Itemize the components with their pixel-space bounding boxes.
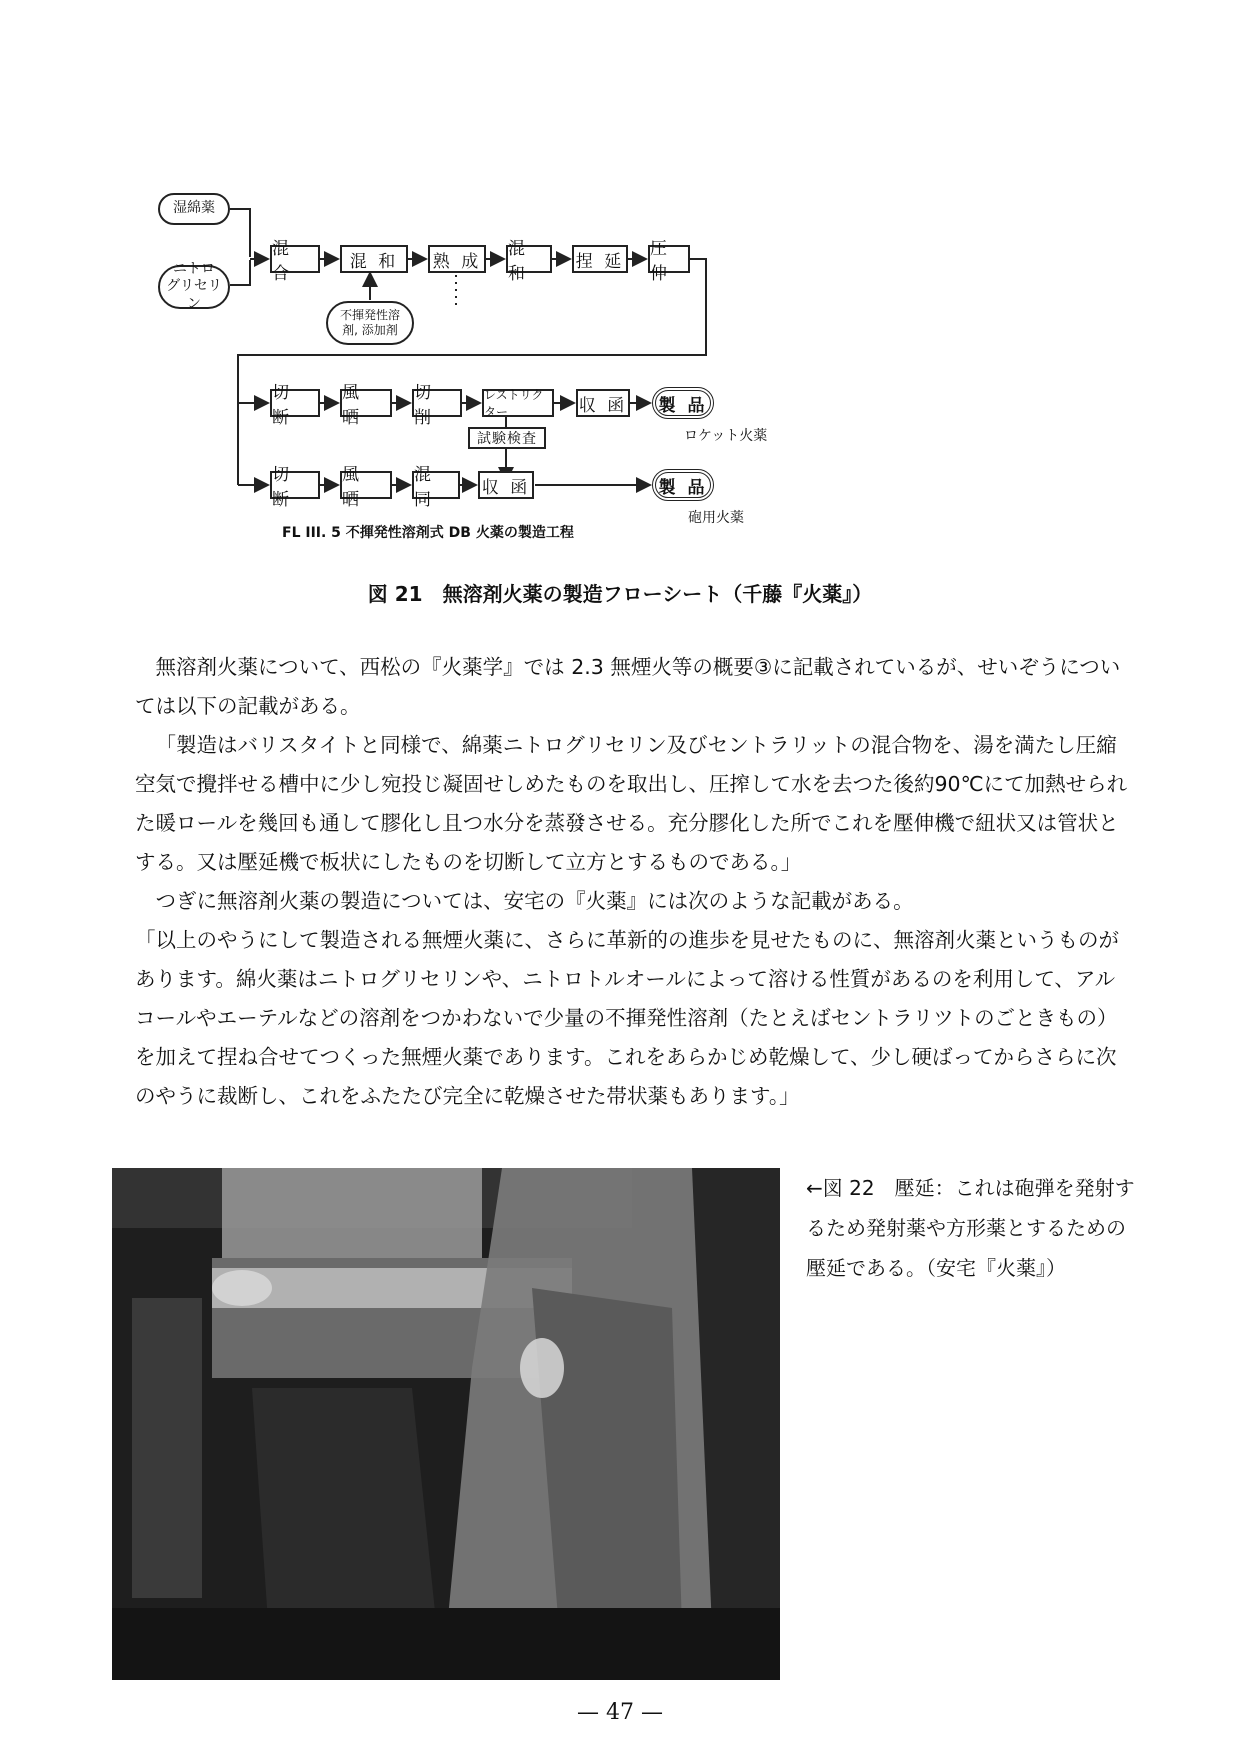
input-nitroglycerin xyxy=(158,260,230,312)
paragraph-2: 「製造はバリスタイトと同様で、綿薬ニトログリセリン及びセントラリットの混合物を、湯を満たし圧縮空気で攪拌せる槽中に少し宛投じ凝固せしめたものを取出し、圧搾して水を去つた後約90℃にて加熱せられた暖ロールを幾回も通して膠化し且つ水分を蒸發させる。充分膠化した所でこれを壓伸機で紐状又は管状とする。又は壓延機で板状にしたものを切断して立方とするものである。」 xyxy=(135,733,1128,874)
photo-caption: ←図 22 壓延：これは砲弾を発射するため発射薬や方形薬とするための壓延である。（安宅『火薬』） xyxy=(806,1176,1135,1280)
paragraph-1: 無溶剤火薬について、西松の『火薬学』では 2.3 無煙火等の概要③に記載されているが、せいぞうについては以下の記載がある。 xyxy=(135,655,1121,718)
step-blend-1: 混 和 xyxy=(340,245,408,273)
additive-label: 不揮発性溶 剤, 添加剤 xyxy=(339,308,400,337)
step-pressing: 圧 伸 xyxy=(648,245,690,273)
flowchart-connectors xyxy=(150,185,810,555)
row2-product: 製 品 xyxy=(652,387,714,419)
row3-cut: 切 断 xyxy=(270,471,320,499)
figure-title: 図 21 無溶剤火薬の製造フローシート（千藤『火薬』） xyxy=(367,582,873,606)
step-aging: 熟 成 xyxy=(428,245,486,273)
row2-cut: 切 断 xyxy=(270,389,320,417)
row3-boxing: 収 函 xyxy=(478,471,534,499)
step-kneading: 捏 延 xyxy=(572,245,628,273)
flowchart-caption: FL III. 5 不揮発性溶剤式 DB 火薬の製造工程 xyxy=(282,525,574,541)
additive-oval xyxy=(326,301,414,345)
photo-illustration xyxy=(112,1168,780,1680)
paragraph-3: つぎに無溶剤火薬の製造については、安宅の『火薬』には次のような記載がある。 xyxy=(155,889,914,913)
flowchart xyxy=(150,185,810,555)
row3-blend: 混 同 xyxy=(412,471,460,499)
rolling-mill-photo xyxy=(112,1168,780,1680)
body-text xyxy=(135,648,1135,1116)
row2-boxing: 収 函 xyxy=(576,389,630,417)
row2-trim: 切 削 xyxy=(412,389,462,417)
inspection-box: 試験検査 xyxy=(468,427,546,449)
step-blend-2: 混 和 xyxy=(506,245,552,273)
rocket-propellant-label: ロケット火薬 xyxy=(684,428,768,444)
input-nitroglycerin-label: ニトロ グリセリン xyxy=(166,260,222,312)
row2-restrictor: レストリクター xyxy=(482,389,554,417)
gun-propellant-label: 砲用火薬 xyxy=(688,510,744,526)
step-mix-1: 混 合 xyxy=(270,245,320,273)
input-wet-cotton-label: 湿綿薬 xyxy=(173,200,215,217)
page-number: — 47 — xyxy=(577,1700,663,1725)
input-wet-cotton xyxy=(158,193,230,225)
paragraph-4: 「以上のやうにして製造される無煙火薬に、さらに革新的の進歩を見せたものに、無溶剤火薬というものがあります。綿火薬はニトログリセリンや、ニトロトルオールによって溶ける性質があるのを利用して、アルコールやエーテルなどの溶剤をつかわないで少量の不揮発性溶剤（たとえばセントラリツトのごときもの）を加えて捏ね合せてつくった無煙火薬であります。これをあらかじめ乾燥して、少し硬ばってからさらに次のやうに裁断し、これをふたたび完全に乾燥させた帯状薬もあります。」 xyxy=(135,928,1119,1108)
row2-dry: 風 晒 xyxy=(340,389,392,417)
row3-dry: 風 晒 xyxy=(340,471,392,499)
row3-product: 製 品 xyxy=(652,469,714,501)
